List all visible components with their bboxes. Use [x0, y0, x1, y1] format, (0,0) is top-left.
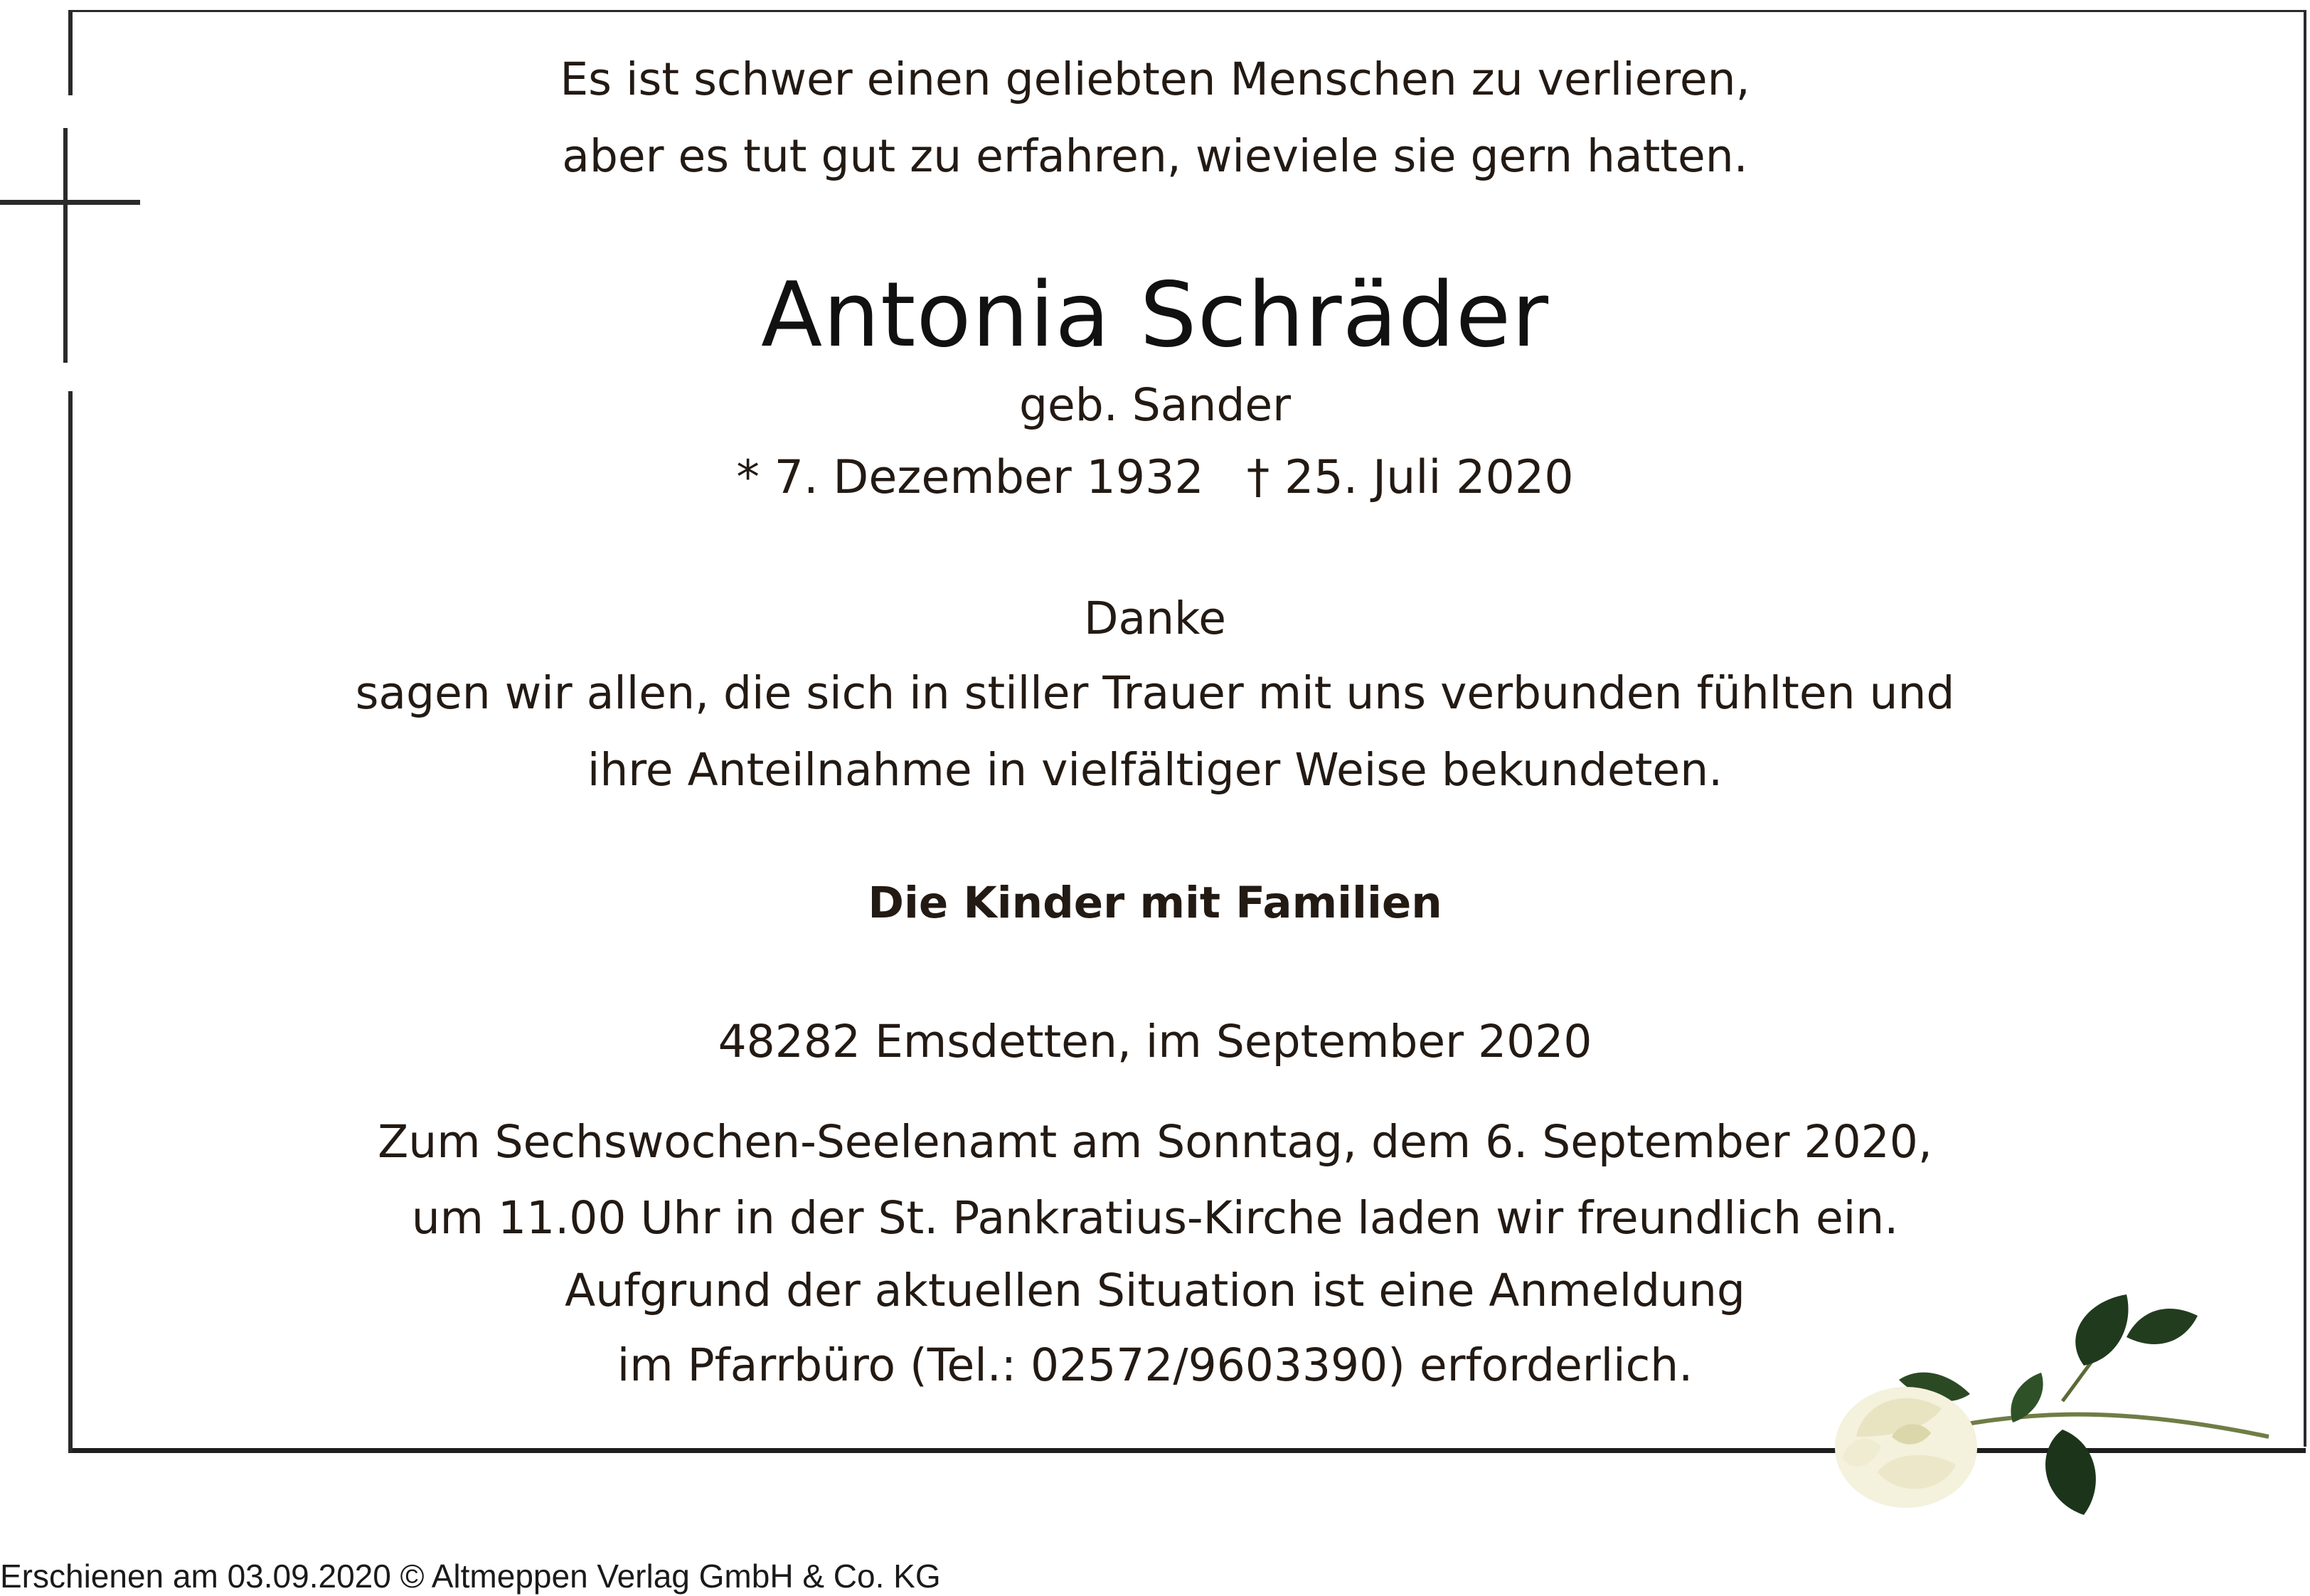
verse-line-1: Es ist schwer einen geliebten Menschen zu verlieren,	[560, 53, 1750, 105]
service-info-line-3: Aufgrund der aktuellen Situation ist eine Anmeldung	[565, 1265, 1745, 1316]
birth-date: * 7. Dezember 1932	[736, 451, 1204, 504]
thanks-text-line-2: ihre Anteilnahme in vielfältiger Weise bekundeten.	[587, 744, 1723, 796]
signers: Die Kinder mit Familien	[868, 878, 1442, 928]
deceased-name: Antonia Schräder	[760, 262, 1550, 367]
service-info-line-2: um 11.00 Uhr in der St. Pankratius-Kirche laden wir freundlich ein.	[411, 1192, 1899, 1244]
thanks-text-line-1: sagen wir allen, die sich in stiller Trauer mit uns verbunden fühlten und	[355, 667, 1955, 719]
service-info-line-1: Zum Sechswochen-Seelenamt am Sonntag, dem 6. September 2020,	[378, 1116, 1932, 1168]
service-info-line-4: im Pfarrbüro (Tel.: 02572/9603390) erforderlich.	[617, 1339, 1693, 1391]
thanks-heading: Danke	[1083, 592, 1227, 644]
publication-footer: Erschienen am 03.09.2020 © Altmeppen Verlag GmbH & Co. KG	[0, 1558, 941, 1595]
white-rose-icon	[1828, 1294, 2283, 1522]
life-dates	[0, 448, 2310, 508]
place-date: 48282 Emsdetten, im September 2020	[718, 1016, 1592, 1068]
death-date: † 25. Juli 2020	[1246, 451, 1574, 504]
verse-line-2: aber es tut gut zu erfahren, wieviele sie gern hatten.	[562, 130, 1748, 182]
frame-top-border	[68, 10, 2306, 12]
maiden-name: geb. Sander	[1019, 379, 1291, 431]
cross-horizontal-bar	[0, 200, 140, 205]
